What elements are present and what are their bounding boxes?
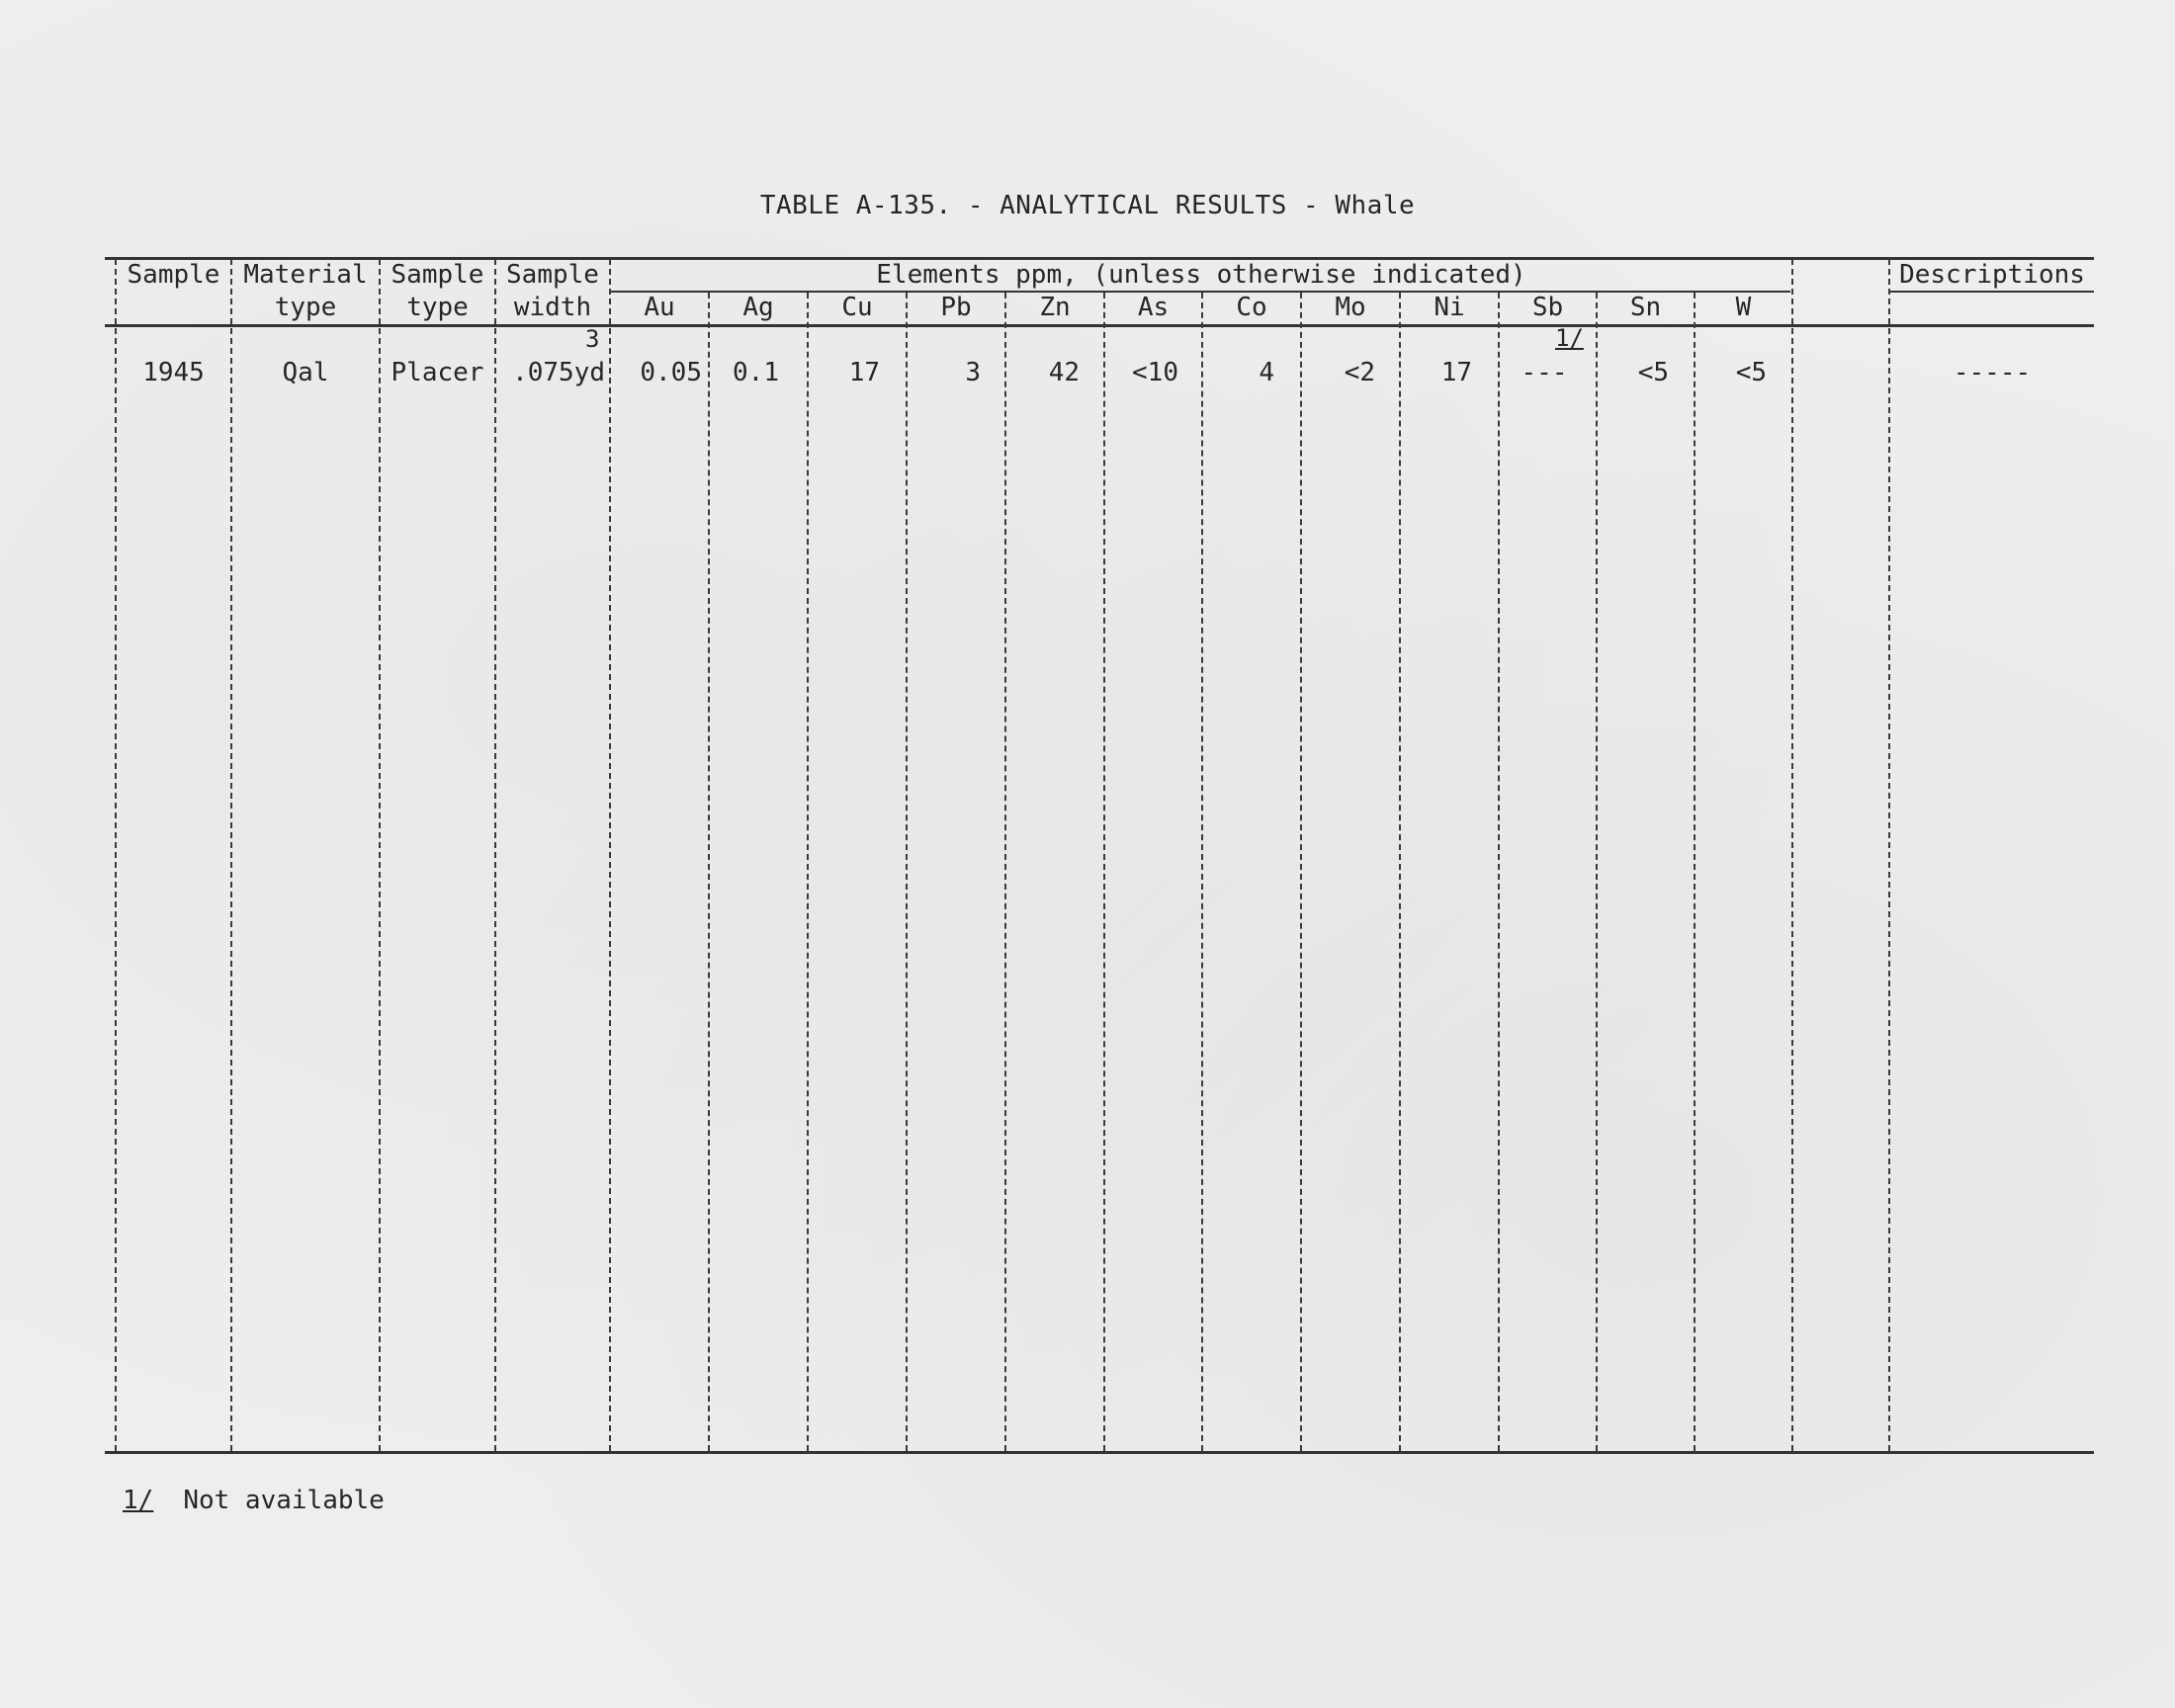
header-elements-group: Elements ppm, (unless otherwise indicated) [876, 260, 1526, 290]
header-element-co: Co [1236, 293, 1267, 322]
header-sample-width-line2: width [513, 293, 592, 322]
footnote [123, 1486, 385, 1515]
column-separator [1300, 293, 1302, 1451]
row-value-zn: 42 [1048, 358, 1080, 387]
sb-footnote-ref: 1/ [1555, 324, 1584, 352]
column-separator [1596, 293, 1598, 1451]
row-value-mo: <2 [1344, 358, 1375, 387]
column-separator [1498, 293, 1500, 1451]
row-value-sb: --- [1521, 358, 1568, 387]
column-separator [1201, 293, 1203, 1451]
header-bottom-rule [105, 324, 2094, 327]
header-element-sb: Sb [1531, 293, 1564, 322]
row-value-pb: 3 [965, 358, 981, 387]
row-sample-width: .075yd [512, 358, 605, 387]
header-element-zn: Zn [1039, 293, 1071, 322]
row-value-sn: <5 [1637, 358, 1669, 387]
column-separator [906, 293, 908, 1451]
column-separator [1791, 259, 1793, 1451]
header-sample-type-line2: type [406, 293, 469, 322]
column-separator [1103, 293, 1105, 1451]
row-value-cu: 17 [848, 358, 880, 387]
column-separator [807, 293, 809, 1451]
footnote-mark: 1/ [123, 1486, 154, 1515]
header-element-au: Au [644, 293, 675, 322]
row-material: Qal [282, 358, 329, 387]
header-sample-type: Sample [391, 260, 484, 290]
header-descriptions: Descriptions [1899, 260, 2085, 290]
column-separator [494, 259, 496, 1451]
column-separator [1399, 293, 1401, 1451]
column-separator [115, 259, 117, 1451]
row-value-w: <5 [1735, 358, 1767, 387]
header-element-cu: Cu [841, 293, 873, 322]
header-material: Material [243, 260, 368, 290]
column-separator [379, 259, 381, 1451]
header-sample-width: Sample [506, 260, 599, 290]
row-value-ag: 0.1 [733, 358, 779, 387]
header-material-line2: type [274, 293, 337, 322]
descriptions-rule [1888, 291, 2094, 293]
column-separator [230, 259, 232, 1451]
column-separator [1694, 293, 1696, 1451]
row-value-ni: 17 [1440, 358, 1472, 387]
column-separator [1888, 259, 1890, 1451]
row-value-au: 0.05 [640, 358, 702, 387]
header-element-mo: Mo [1335, 293, 1366, 322]
header-element-ag: Ag [742, 293, 774, 322]
row-value-as: <10 [1132, 358, 1178, 387]
width-exponent: 3 [585, 325, 600, 353]
header-element-pb: Pb [940, 293, 972, 322]
header-sample: Sample [127, 260, 220, 290]
column-separator [609, 259, 611, 1451]
row-description: ----- [1953, 358, 2032, 387]
footnote-text: Not available [183, 1486, 385, 1515]
header-element-sn: Sn [1629, 293, 1662, 322]
table-bottom-rule [105, 1451, 2094, 1454]
header-element-as: As [1137, 293, 1170, 322]
row-sample-type: Placer [391, 358, 484, 387]
header-element-ni: Ni [1434, 293, 1465, 322]
header-element-w: W [1735, 293, 1752, 322]
row-value-co: 4 [1259, 358, 1274, 387]
column-separator [708, 293, 710, 1451]
table-title: TABLE A-135. - ANALYTICAL RESULTS - Whale [759, 191, 1416, 220]
column-separator [1004, 293, 1006, 1451]
row-sample: 1945 [142, 358, 205, 387]
